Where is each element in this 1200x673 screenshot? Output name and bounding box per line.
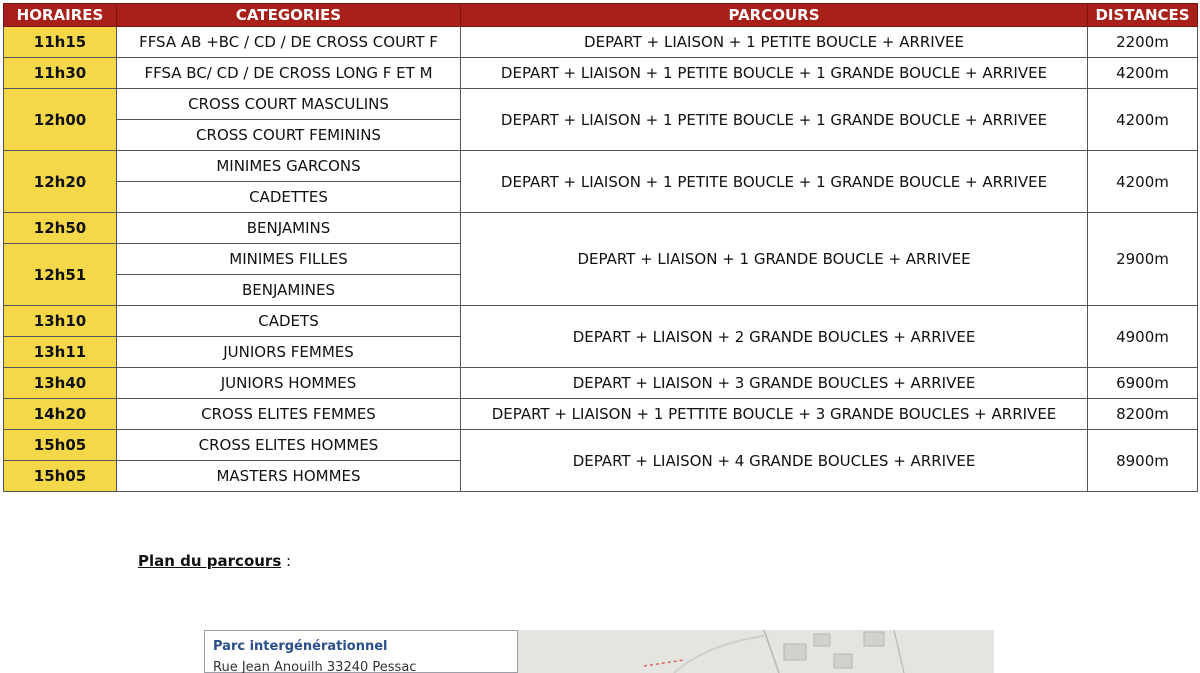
route-cell: DEPART + LIAISON + 2 GRANDE BOUCLES + ARRIVEE — [461, 306, 1088, 368]
header-parcours: PARCOURS — [461, 4, 1088, 27]
route-map[interactable] — [204, 630, 994, 673]
route-cell: DEPART + LIAISON + 1 PETITE BOUCLE + 1 GRANDE BOUCLE + ARRIVEE — [461, 58, 1088, 89]
category-cell: CROSS ELITES HOMMES — [117, 430, 461, 461]
route-cell: DEPART + LIAISON + 1 GRANDE BOUCLE + ARRIVEE — [461, 213, 1088, 306]
map-info-card — [204, 630, 518, 673]
distance-cell: 4200m — [1088, 89, 1198, 151]
map-card-title: Parc intergénérationnel — [213, 639, 388, 654]
category-cell: FFSA BC/ CD / DE CROSS LONG F ET M — [117, 58, 461, 89]
time-cell: 13h11 — [4, 337, 117, 368]
route-cell: DEPART + LIAISON + 1 PETITE BOUCLE + 1 GRANDE BOUCLE + ARRIVEE — [461, 89, 1088, 151]
time-cell: 12h00 — [4, 89, 117, 151]
category-cell: FFSA AB +BC / CD / DE CROSS COURT F — [117, 27, 461, 58]
schedule-table — [3, 3, 1198, 492]
map-card-address: Rue Jean Anouilh 33240 Pessac — [213, 660, 417, 673]
category-cell: CADETTES — [117, 182, 461, 213]
route-cell: DEPART + LIAISON + 1 PETITE BOUCLE + 1 GRANDE BOUCLE + ARRIVEE — [461, 151, 1088, 213]
time-cell: 13h10 — [4, 306, 117, 337]
table-row — [4, 89, 1198, 120]
category-cell: CADETS — [117, 306, 461, 337]
table-row — [4, 430, 1198, 461]
distance-cell: 2900m — [1088, 213, 1198, 306]
table-row — [4, 151, 1198, 182]
header-row — [4, 4, 1198, 27]
time-cell: 12h20 — [4, 151, 117, 213]
route-cell: DEPART + LIAISON + 4 GRANDE BOUCLES + ARRIVEE — [461, 430, 1088, 492]
distance-cell: 4200m — [1088, 151, 1198, 213]
category-cell: JUNIORS FEMMES — [117, 337, 461, 368]
table-row — [4, 306, 1198, 337]
category-cell: BENJAMINES — [117, 275, 461, 306]
table-row — [4, 368, 1198, 399]
time-cell: 14h20 — [4, 399, 117, 430]
header-distances: DISTANCES — [1088, 4, 1198, 27]
table-row — [4, 213, 1198, 244]
header-horaires: HORAIRES — [4, 4, 117, 27]
category-cell: CROSS COURT FEMININS — [117, 120, 461, 151]
table-row — [4, 58, 1198, 89]
category-cell: MINIMES FILLES — [117, 244, 461, 275]
section-heading-label: Plan du parcours — [138, 552, 282, 570]
time-cell: 15h05 — [4, 461, 117, 492]
time-cell: 11h30 — [4, 58, 117, 89]
distance-cell: 8900m — [1088, 430, 1198, 492]
table-row — [4, 399, 1198, 430]
distance-cell: 8200m — [1088, 399, 1198, 430]
time-cell: 11h15 — [4, 27, 117, 58]
header-categories: CATEGORIES — [117, 4, 461, 27]
distance-cell: 4200m — [1088, 58, 1198, 89]
category-cell: BENJAMINS — [117, 213, 461, 244]
category-cell: CROSS ELITES FEMMES — [117, 399, 461, 430]
category-cell: CROSS COURT MASCULINS — [117, 89, 461, 120]
time-cell: 13h40 — [4, 368, 117, 399]
distance-cell: 2200m — [1088, 27, 1198, 58]
category-cell: JUNIORS HOMMES — [117, 368, 461, 399]
category-cell: MINIMES GARCONS — [117, 151, 461, 182]
route-cell: DEPART + LIAISON + 3 GRANDE BOUCLES + ARRIVEE — [461, 368, 1088, 399]
table-row — [4, 27, 1198, 58]
time-cell: 12h51 — [4, 244, 117, 306]
route-cell: DEPART + LIAISON + 1 PETTITE BOUCLE + 3 GRANDE BOUCLES + ARRIVEE — [461, 399, 1088, 430]
section-heading-suffix: : — [281, 552, 292, 570]
section-heading — [138, 552, 291, 570]
time-cell: 15h05 — [4, 430, 117, 461]
route-cell: DEPART + LIAISON + 1 PETITE BOUCLE + ARRIVEE — [461, 27, 1088, 58]
time-cell: 12h50 — [4, 213, 117, 244]
distance-cell: 6900m — [1088, 368, 1198, 399]
distance-cell: 4900m — [1088, 306, 1198, 368]
category-cell: MASTERS HOMMES — [117, 461, 461, 492]
